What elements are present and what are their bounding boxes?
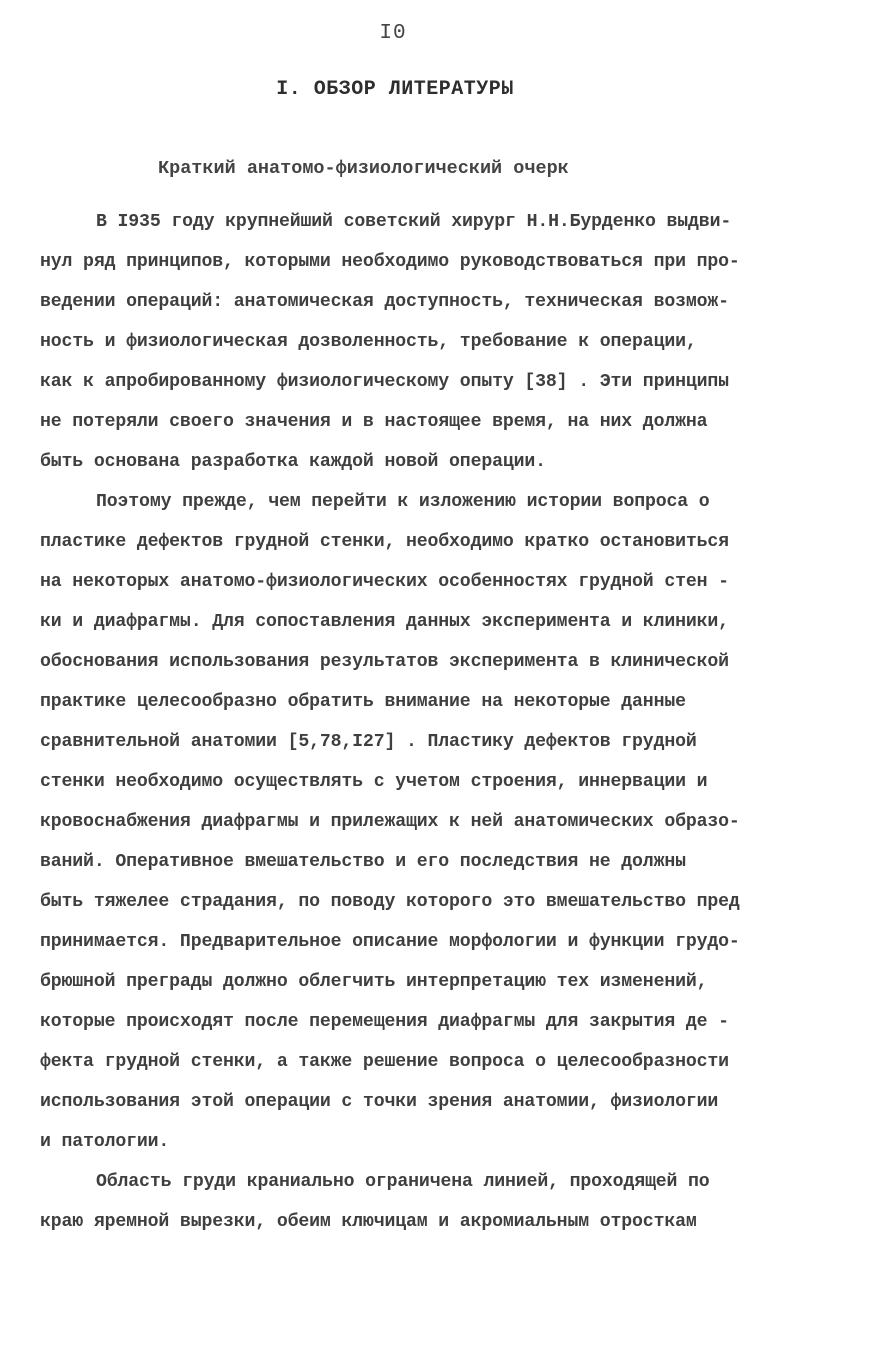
text-line: быть основана разработка каждой новой операции. [40, 452, 546, 472]
page-number: I0 [379, 22, 407, 45]
text-line: брюшной преграды должно облегчить интерпретацию тех изменений, [40, 972, 708, 992]
section-title: Краткий анатомо-физиологический очерк [158, 158, 569, 179]
text-line: как к апробированному физиологическому опыту [38] . Эти принципы [40, 372, 729, 392]
text-line: ваний. Оперативное вмешательство и его последствия не должны [40, 852, 686, 872]
text-line: сравнительной анатомии [5,78,I27] . Пластику дефектов грудной [40, 732, 697, 752]
text-line: Поэтому прежде, чем перейти к изложению истории вопроса о [96, 492, 710, 512]
text-line: Область груди краниально ограничена линией, проходящей по [96, 1172, 710, 1192]
body-text [40, 202, 840, 1242]
text-line: В I935 году крупнейший советский хирург Н.Н.Бурденко выдви- [96, 212, 732, 232]
text-line: ность и физиологическая дозволенность, требование к операции, [40, 332, 697, 352]
text-line: на некоторых анатомо-физиологических особенностях грудной стен - [40, 572, 729, 592]
text-line: фекта грудной стенки, а также решение вопроса о целесообразности [40, 1052, 729, 1072]
text-line: принимается. Предварительное описание морфологии и функции грудо- [40, 932, 740, 952]
text-line: нул ряд принципов, которыми необходимо руководствоваться при про- [40, 252, 740, 272]
text-line: ведении операций: анатомическая доступность, техническая возмож- [40, 292, 729, 312]
text-line: кровоснабжения диафрагмы и прилежащих к ней анатомических образо- [40, 812, 740, 832]
text-line: пластике дефектов грудной стенки, необходимо кратко остановиться [40, 532, 729, 552]
chapter-title: I. ОБЗОР ЛИТЕРАТУРЫ [276, 78, 514, 101]
text-line: стенки необходимо осуществлять с учетом строения, иннервации и [40, 772, 708, 792]
text-line: использования этой операции с точки зрения анатомии, физиологии [40, 1092, 719, 1112]
text-line: и патологии. [40, 1132, 170, 1152]
text-line: которые происходят после перемещения диафрагмы для закрытия де - [40, 1012, 729, 1032]
text-line: не потеряли своего значения и в настоящее время, на них должна [40, 412, 708, 432]
text-line: практике целесообразно обратить внимание на некоторые данные [40, 692, 686, 712]
text-line: ки и диафрагмы. Для сопоставления данных эксперимента и клиники, [40, 612, 729, 632]
text-line: быть тяжелее страдания, по поводу которого это вмешательство пред [40, 892, 740, 912]
text-line: краю яремной вырезки, обеим ключицам и акромиальным отросткам [40, 1212, 697, 1232]
text-line: обоснования использования результатов эксперимента в клинической [40, 652, 729, 672]
